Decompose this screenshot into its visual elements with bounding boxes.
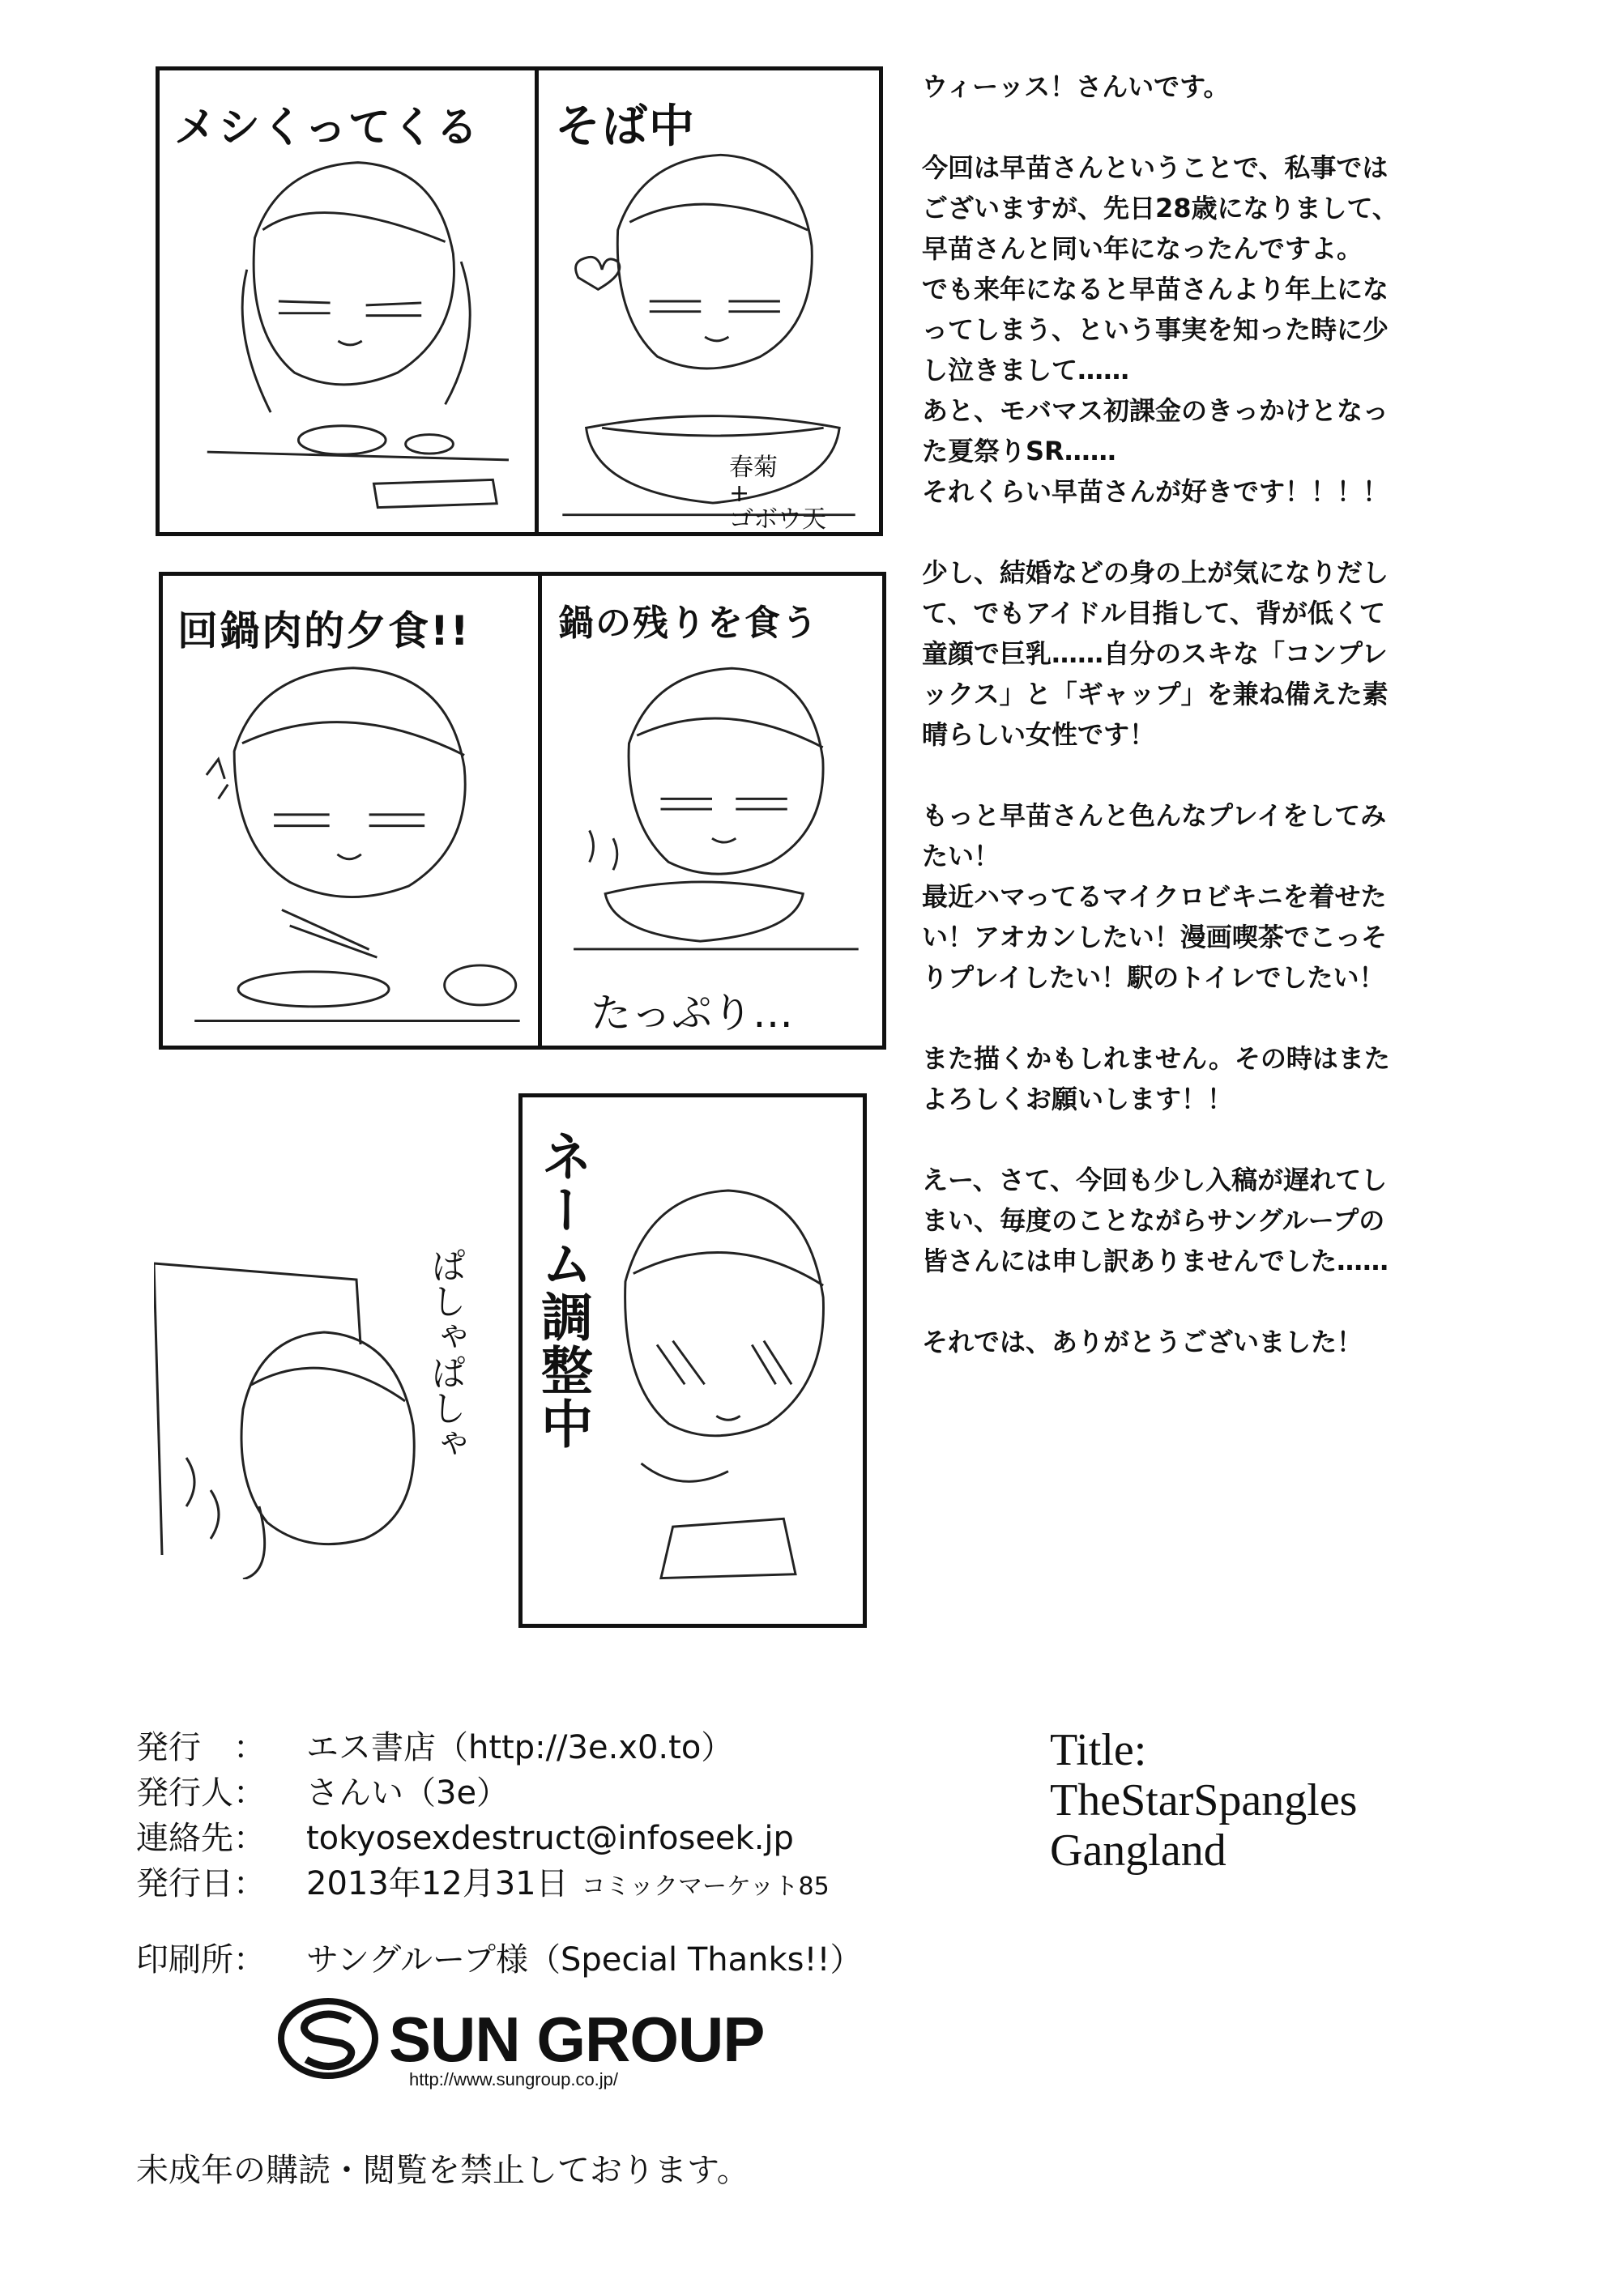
afterword-line: ございますが、先日28歳になりまして、 [922,193,1398,224]
afterword-line: い！アオカンしたい！漫画喫茶でこっそ [922,922,1388,952]
colophon-email-link[interactable]: tokyosexdestruct@infoseek.jp [306,1820,794,1857]
panel-3-caption: 回鍋肉的夕食!! [177,607,471,654]
colophon-issuer-row [136,1770,863,1816]
afterword-line: た夏祭りSR…… [922,436,1116,466]
afterword-line: ってしまう、という事実を知った時に少 [922,314,1389,345]
afterword-paragraph [922,552,1489,755]
afterword-line: えー、さて、今回も少し入稿が遅れてし [922,1165,1388,1195]
colophon [136,1725,863,1983]
afterword-line: あと、モバマス初課金のきっかけとなっ [922,395,1389,426]
colophon-value: サングループ様（Special Thanks!!） [306,1941,863,1979]
panel-4-note: たっぷり… [591,990,793,1037]
afterword-paragraph [922,1160,1489,1281]
afterword-line: 今回は早苗さんということで、私事では [922,152,1389,183]
colophon-value: さんい（3e） [306,1774,510,1812]
afterword-paragraph [922,1322,1489,1362]
colophon-contact-row [136,1816,863,1861]
afterword-line: し泣きまして…… [922,355,1130,386]
panel-5-caption: ネーム調整中 [532,1130,592,1450]
colophon-label: 連絡先： [136,1820,266,1857]
afterword-line: それくらい早苗さんが好きです！！！！ [922,476,1389,507]
afterword-line: また描くかもしれません。その時はまた [922,1043,1390,1074]
sun-group-url-link[interactable]: http://www.sungroup.co.jp/ [409,2069,619,2089]
afterword-line: 最近ハマってるマイクロビキニを着せた [922,881,1387,912]
afterword-line: ウィーッス！さんいです。 [922,71,1230,102]
colophon-printer-row [136,1937,863,1983]
afterword-line: でも来年になると早苗さんより年上にな [922,274,1389,305]
afterword-line: それでは、ありがとうございました！ [922,1327,1363,1357]
panel-2-note: 春菊 + ゴボウ天 [729,454,826,534]
afterword-line: 早苗さんと同い年になったんですよ。 [922,233,1363,264]
panel-2-caption: そば中 [555,100,696,153]
afterword-line: よろしくお願いします！！ [922,1084,1234,1114]
comic-panel-2 [535,66,883,536]
loose-sketch-note: ぱしゃぱしゃ [424,1247,466,1461]
panel-4-caption: 鍋の残りを食う [558,603,819,644]
afterword-line: 少し、結婚などの身の上が気になりだし [922,557,1389,588]
colophon-publisher-row [136,1725,863,1770]
colophon-value: 2013年12月31日 [306,1865,569,1902]
sun-group-logo [275,1996,794,2094]
title-line: TheStarSpangles [1050,1775,1358,1825]
afterword-paragraph [922,1038,1489,1119]
afterword-line: 童顔で巨乳……自分のスキな「コンプレ [922,638,1388,669]
afterword-line: て、でもアイドル目指して、背が低くて [922,598,1385,628]
afterword-line: もっと早苗さんと色んなプレイをしてみ [922,800,1387,831]
colophon-event: コミックマーケット85 [581,1872,830,1901]
afterword-line: 皆さんには申し訳ありませんでした…… [922,1246,1389,1276]
sun-group-emblem-icon [275,1996,381,2094]
sun-group-wordmark: SUN GROUP [389,2004,765,2075]
panel-4-drawing [542,576,882,1046]
comic-panel-3 [159,572,549,1050]
colophon-label: 発行日： [136,1865,266,1902]
afterword-line: りプレイしたい！駅のトイレでしたい！ [922,962,1385,993]
title-label: Title: [1050,1725,1147,1775]
afterword-line: ックス」と「ギャップ」を兼ね備えた素 [922,679,1389,709]
panel-1-caption: メシくってくる [174,104,480,152]
comic-panel-1 [156,66,549,536]
colophon-label: 印刷所： [136,1941,266,1979]
afterword-line: たい！ [922,841,1000,871]
colophon-label: 発行人： [136,1774,266,1812]
colophon-date-row [136,1861,863,1910]
afterword-paragraph [922,147,1489,512]
afterword-paragraph [922,795,1489,998]
comic-panel-5 [518,1093,867,1628]
title-line: Gangland [1050,1825,1226,1876]
colophon-value: エス書店（http://3e.x0.to） [306,1729,734,1766]
comic-panel-4 [538,572,886,1050]
age-restriction-notice: 未成年の購読・閲覧を禁止しております。 [136,2152,749,2189]
afterword-paragraph [922,66,1489,107]
colophon-label: 発行 ： [136,1729,266,1766]
afterword-line: まい、毎度のことながらサングループの [922,1205,1385,1236]
afterword-text [922,66,1489,1403]
afterword-line: 晴らしい女性です！ [922,719,1156,750]
book-title [1050,1725,1357,1876]
